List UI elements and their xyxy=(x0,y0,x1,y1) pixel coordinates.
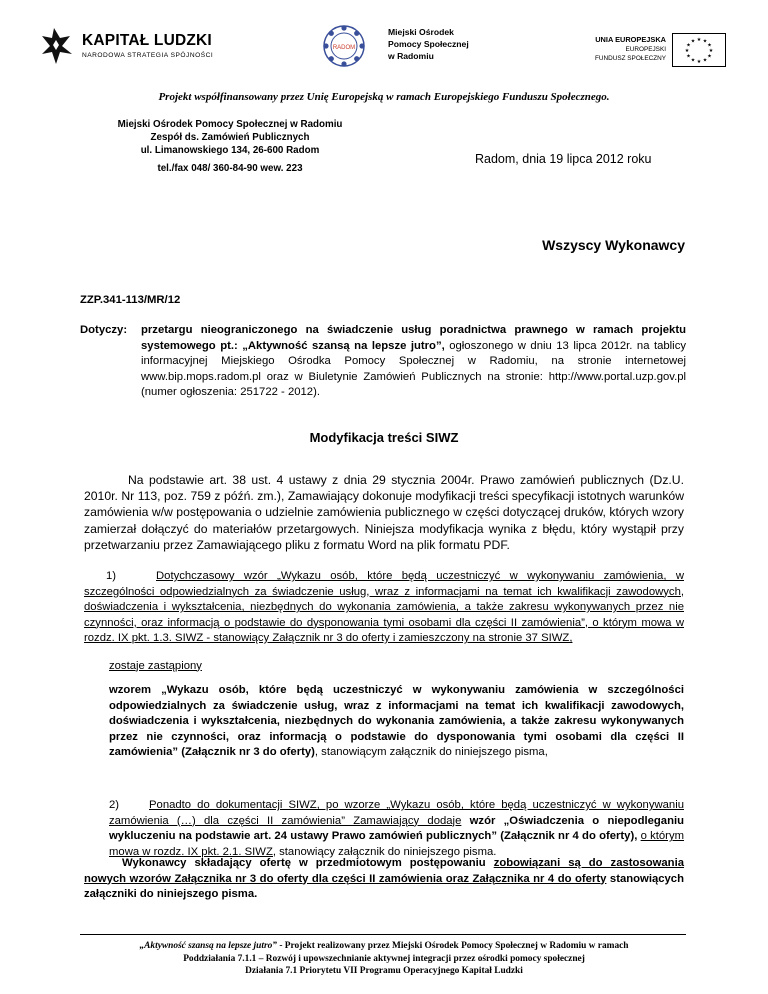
item-1-bold: wzorem „Wykazu osób, które będą uczestniczyć w wykonywaniu zamówienia w szczególności odpowiedzialnych za świadczenie usług, wraz z informacjami na temat ich kwalifikacji zawodowych, doświadczenia i wykształcenia, niezbędnych do wykonania zamówienia, a także zakresu wykonywanych przez nie czynności, oraz informacją o podstawie do dysponowania tymi osobami dla części II zamówienia” (Załącznik nr 3 do oferty) xyxy=(109,684,684,758)
svg-text:★: ★ xyxy=(684,48,690,54)
sender-line1: Miejski Ośrodek Pomocy Społecznej w Radomiu xyxy=(117,119,343,130)
svg-text:★: ★ xyxy=(707,53,712,60)
subject-label: Dotyczy: xyxy=(80,324,128,336)
subject-block xyxy=(80,323,686,401)
item-2-text xyxy=(109,798,684,860)
sender-line2: Zespół ds. Zamówień Publicznych xyxy=(150,132,310,143)
mops-seal-text: RADOM xyxy=(332,45,356,51)
eu-line1: UNIA EUROPEJSKA xyxy=(595,35,666,44)
subject-text xyxy=(141,323,686,401)
cofinanced-note: Projekt współfinansowany przez Unię Europejską w ramach Europejskiego Funduszu Społecznego. xyxy=(158,91,610,103)
item-1-replaced: zostaje zastąpiony xyxy=(109,659,202,672)
item-2-underlined: Ponadto do dokumentacji SIWZ, po wzorze „Wykazu osób, które będą uczestniczyć w wykonywaniu zamówienia (…) dla części II zamówienia” Zamawiający dodaje xyxy=(109,799,684,827)
svg-text:★: ★ xyxy=(696,59,702,65)
document-title: Modyfikacja treści SIWZ xyxy=(309,430,459,445)
mops-seal-icon xyxy=(322,24,366,68)
svg-text:★: ★ xyxy=(708,48,714,54)
recipient: Wszyscy Wykonawcy xyxy=(542,237,685,253)
footer-line2: Poddziałania 7.1.1 – Rozwój i upowszechnianie aktywnej integracji przez ośrodki pomocy społecznej xyxy=(183,953,585,964)
conclusion-part2: zobowiązani są do zastosowania nowych wzorów Załącznika nr 3 do oferty dla części II zamówienia oraz Załącznika nr 4 do oferty xyxy=(84,857,685,885)
footer-italic: „Aktywność szansą na lepsze jutro” xyxy=(139,941,277,951)
sender-line3: ul. Limanowskiego 134, 26-600 Radom xyxy=(140,145,320,156)
mops-line1: Miejski Ośrodek xyxy=(388,27,454,37)
conclusion-part3: stanowiących załączniki do niniejszego pisma. xyxy=(84,872,684,900)
footer-line1 xyxy=(0,940,768,953)
item-2-bold: wzór „Oświadczenia o niepodleganiu wykluczeniu na podstawie art. 24 ustawy Prawo zamówień publicznych” (Załącznik nr 4 do oferty), xyxy=(109,814,685,842)
svg-text:★: ★ xyxy=(696,37,702,43)
item-1-new-model xyxy=(109,683,684,761)
svg-text:★: ★ xyxy=(686,42,691,49)
item-2-underlined2: o którym mowa w rozdz. IX pkt. 2.1. SIWZ, xyxy=(109,830,685,858)
sender-block xyxy=(80,118,380,175)
mops-logo xyxy=(322,24,472,72)
svg-text:★: ★ xyxy=(707,42,712,49)
item-1-tail: , stanowiącym załącznik do niniejszego pisma, xyxy=(314,746,548,758)
subject-rest: ogłoszonego w dniu 13 lipca 2012r. na tablicy informacyjnej Miejskiego Ośrodka Pomocy Społecznej w Radomiu, na stronie internetowej www.bip.mops.radom.pl oraz w Biuletynie Zamówień Publicznych na stronie: http://www.portal.uzp.gov.pl (numer ogłoszenia: 251722 - 2012). xyxy=(141,339,686,398)
letter-date: Radom, dnia 19 lipca 2012 roku xyxy=(475,152,652,166)
svg-text:★: ★ xyxy=(686,53,691,60)
reference-number: ZZP.341-113/MR/12 xyxy=(80,294,181,306)
kapital-ludzki-title: KAPITAŁ LUDZKI xyxy=(82,32,212,49)
footer-line1-text: - Projekt realizowany przez Miejski Ośrodek Pomocy Społecznej w Radomiu w ramach xyxy=(277,941,629,951)
kapital-ludzki-logo xyxy=(40,26,220,68)
eu-logo xyxy=(560,33,736,73)
item-1-number: 1) xyxy=(106,570,117,582)
subject-bold: przetargu nieograniczonego na świadczenie usług poradnictwa prawnego w ramach projektu systemowego pt.: „Aktywność szansą na lepsze jutro”, xyxy=(141,324,686,352)
footer-line3: Działania 7.1 Priorytetu VII Programu Operacyjnego Kapitał Ludzki xyxy=(245,966,523,977)
footer-divider xyxy=(80,934,686,935)
conclusion-paragraph xyxy=(84,856,684,903)
mops-line3: w Radomiu xyxy=(388,51,434,61)
item-1-text: Dotychczasowy wzór „Wykazu osób, które będą uczestniczyć w wykonywaniu zamówienia, w szczególności odpowiedzialnych za świadczenie usług, wraz z informacjami na temat ich kwalifikacji zawodowych, doświadczenia i wykształcenia, niezbędnych do wykonania zamówienia, a także zakresu wykonywanych przez nie czynności, oraz informacją o podstawie do dysponowania tymi osobami dla części II zamówienia”, o którym mowa w rozdz. IX pkt. 1.3. SIWZ - stanowiący Załącznik nr 3 do oferty i zamieszczony na stronie 37 SIWZ, xyxy=(84,570,684,644)
sender-line4: tel./fax 048/ 360-84-90 wew. 223 xyxy=(157,163,303,174)
item-2 xyxy=(109,798,684,860)
svg-text:★: ★ xyxy=(702,57,708,64)
svg-text:★: ★ xyxy=(702,38,708,45)
intro-paragraph: Na podstawie art. 38 ust. 4 ustawy z dnia 29 stycznia 2004r. Prawo zamówień publicznych (Dz.U. 2010r. Nr 113, poz. 759 z późń. zm.), Zamawiający dokonuje modyfikacji treści specyfikacji istotnych warunków zamówienia w/w postępowania o udzielnie zamówienia publicznego w części dotyczącej druków, których wzory zamierzał dołączyć do materiałów przetargowych. Niniejsza modyfikacja wynika z błędu, który wystąpił przy przetwarzaniu przez Zamawiającego pliku z formatu Word na plik formatu PDF. xyxy=(84,473,684,552)
eu-flag-icon xyxy=(672,33,726,67)
eu-line2: EUROPEJSKI xyxy=(625,46,666,53)
item-2-tail: stanowiący załącznik do niniejszego pisma. xyxy=(279,845,497,858)
item-1 xyxy=(84,569,684,761)
svg-text:★: ★ xyxy=(690,57,696,64)
item-2-number: 2) xyxy=(109,799,120,811)
mops-line2: Pomocy Społecznej xyxy=(388,39,469,49)
footer xyxy=(0,940,768,978)
conclusion-part1: Wykonawcy składający ofertę w przedmiotowym postępowaniu xyxy=(122,857,486,869)
svg-text:★: ★ xyxy=(690,38,696,45)
kapital-ludzki-subtitle: NARODOWA STRATEGIA SPÓJNOŚCI xyxy=(82,52,214,59)
kapital-ludzki-emblem-icon xyxy=(40,28,74,64)
eu-line3: FUNDUSZ SPOŁECZNY xyxy=(594,55,666,62)
